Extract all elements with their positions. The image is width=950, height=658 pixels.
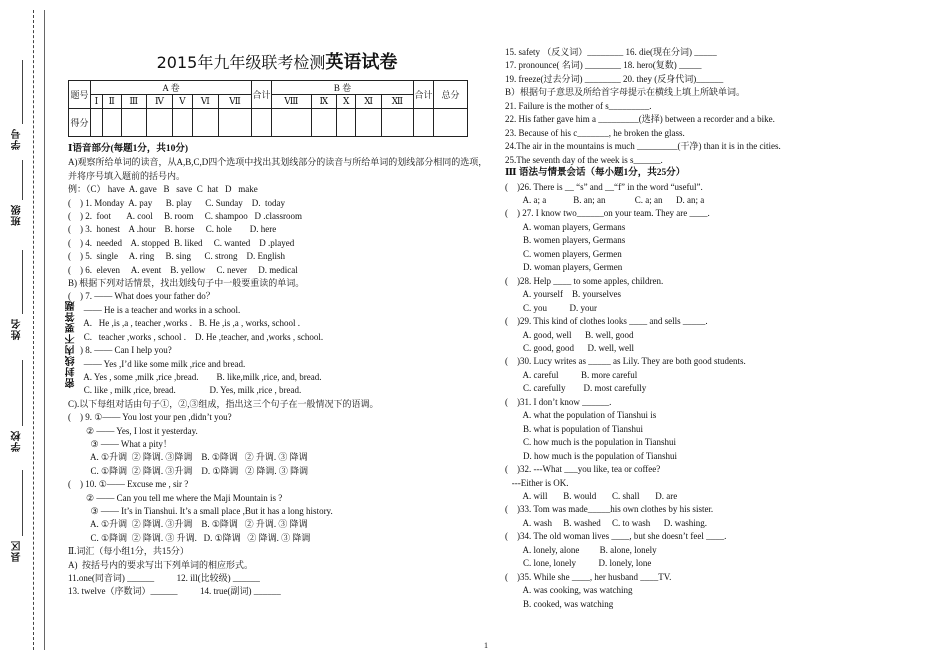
text-line: ( )31. I don’t know ______.	[505, 396, 612, 407]
text-line: C. ①降调 ② 降调. ③升调 D. ①降调 ② 降调. ③ 降调	[68, 465, 309, 476]
text-line: 22. His father gave him a _________(选择) between a recorder and a bike.	[505, 114, 775, 125]
seal-line-solid	[44, 10, 45, 650]
text-line: A. will B. would C. shall D. are	[505, 490, 678, 501]
part-a-header: A 卷	[91, 81, 252, 95]
score-cell[interactable]	[121, 109, 146, 137]
text-line: 例：（C） have A. gave B save C hat D make	[68, 184, 258, 195]
text-line: ( )32. ---What ___you like, tea or coffee?	[505, 464, 661, 475]
text-line: ③ —— It’s in Tianshui. It’s a small place ,But it has a long history.	[68, 505, 333, 516]
text-line: C. carefully D. most carefully	[505, 383, 647, 394]
text-line: ② —— Can you tell me where the Maji Mountain is ?	[68, 492, 283, 503]
exam-title	[68, 48, 486, 74]
text-line: C. lone, lonely D. lonely, lone	[505, 558, 652, 569]
left-question-list	[68, 143, 486, 599]
student-id-blank[interactable]	[22, 60, 23, 124]
score-cell[interactable]	[192, 109, 218, 137]
text-line: ( )26. There is __ “s” and __“f” in the word “useful”.	[505, 181, 703, 192]
text-line: C. how much is the population in Tianshui	[505, 437, 677, 448]
school-blank[interactable]	[22, 360, 23, 426]
text-line: A. was cooking, was watching	[505, 585, 633, 596]
text-line: ② —— Yes, I lost it yesterday.	[68, 425, 198, 436]
text-line: C. teacher ,works , school . D. He ,teacher, and ,works , school.	[68, 331, 324, 342]
text-line: A. yourself B. yourselves	[505, 289, 621, 300]
name-blank[interactable]	[22, 250, 23, 314]
score-cell[interactable]	[311, 109, 336, 137]
text-line: 17. pronounce( 名词) ________ 18. hero(复数) _____	[505, 60, 702, 71]
row-header-label: 题号	[69, 81, 91, 109]
right-column	[505, 46, 935, 611]
text-line: ---Either is OK.	[505, 477, 569, 488]
text-line: A. He ,is ,a , teacher ,works . B. He ,is ,a , works, school .	[68, 318, 300, 329]
text-line: Ⅱ.词汇（每小组1分，共15分）	[68, 546, 189, 557]
text-line: ( )33. Tom was made_____his own clothes by his sister.	[505, 504, 714, 515]
score-cell[interactable]	[102, 109, 121, 137]
text-line: ( ) 27. I know two______on your team. They are ____.	[505, 208, 710, 219]
title-main: 2015年九年级联考检测	[156, 53, 326, 72]
text-line: ( ) 9. ①—— You lost your pen ,didn’t you?	[68, 412, 232, 423]
text-line: C. women players, Germen	[505, 248, 622, 259]
text-line: D. woman players, Germen	[505, 262, 623, 273]
col-a-3: Ⅲ	[121, 95, 146, 109]
seal-line-dashed	[33, 10, 34, 650]
text-line: A. ①升调 ② 降调. ③升调 B. ①降调 ② 升调. ③ 降调	[68, 519, 308, 530]
score-cell[interactable]	[356, 109, 381, 137]
score-cell[interactable]	[218, 109, 251, 137]
text-line: C. you D. your	[505, 302, 597, 313]
col-a-7: Ⅶ	[218, 95, 251, 109]
text-line: A. ①升调 ② 降调. ③降调 B. ①降调 ② 升调. ③ 降调	[68, 452, 308, 463]
score-cell[interactable]	[381, 109, 413, 137]
text-line: A. Yes , some ,milk ,rice ,bread. B. like,milk ,rice, and, bread.	[68, 371, 322, 382]
col-a-6: Ⅵ	[192, 95, 218, 109]
score-cell[interactable]	[173, 109, 193, 137]
text-line: C. ①降调 ② 降调. ③ 升调. D. ①降调 ② 降调. ③ 降调	[68, 532, 311, 543]
score-cell[interactable]	[251, 109, 271, 137]
col-b-10: Ⅹ	[337, 95, 356, 109]
title-bold: 英语试卷	[325, 52, 398, 73]
part-b-header: B 卷	[271, 81, 413, 95]
col-a-5: Ⅴ	[173, 95, 193, 109]
label-class: 班级	[12, 204, 23, 226]
text-line: ( ) 2. foot A. cool B. room C. shampoo D .classroom	[68, 211, 302, 222]
col-a-4: Ⅳ	[146, 95, 172, 109]
text-line: A. careful B. more careful	[505, 369, 638, 380]
text-line: 23. Because of his c_______, he broken the glass.	[505, 127, 685, 138]
text-line: ( ) 1. Monday A. pay B. play C. Sunday D. today	[68, 197, 285, 208]
text-line: A. what the population of Tianshui is	[505, 410, 657, 421]
text-line: C. good, good D. well, well	[505, 342, 634, 353]
text-line: ③ —— What a pity！	[68, 438, 172, 449]
text-line: A. woman players, Germans	[505, 221, 626, 232]
text-line: C. like , milk ,rice, bread. D. Yes, milk ,rice , bread.	[68, 385, 302, 396]
text-line: —— He is a teacher and works in a school.	[68, 304, 241, 315]
text-line: A) 按括号内的要求写出下列单词的相应形式。	[68, 559, 253, 570]
text-line: ( )28. Help ____ to some apples, children.	[505, 275, 664, 286]
text-line: B）根据句子意思及所给首字母提示在横线上填上所缺单词。	[505, 87, 746, 98]
text-line: 24.The air in the mountains is much _________(干净) than it is in the cities.	[505, 141, 781, 152]
col-b-8: Ⅷ	[271, 95, 311, 109]
text-line: ( ) 8. —— Can I help you?	[68, 345, 172, 356]
row-score-label: 得分	[69, 109, 91, 137]
score-cell[interactable]	[146, 109, 172, 137]
label-name: 姓名	[12, 318, 23, 340]
text-line: 11.one(同音词) ______ 12. ill(比较级) ______	[68, 573, 260, 583]
score-table	[68, 80, 468, 137]
text-line: B. what is population of Tianshui	[505, 423, 644, 434]
text-line: —— Yes ,I’d like some milk ,rice and bread.	[68, 358, 246, 369]
page-number: 1	[484, 641, 488, 650]
right-question-list	[505, 46, 935, 611]
text-line: ( ) 6. eleven A. event B. yellow C. never D. medical	[68, 264, 298, 275]
text-line: B) 根据下列对话情景，找出划线句子中一般要重读的单词。	[68, 278, 305, 289]
text-line: ( ) 3. honest A .hour B. horse C. hole D. here	[68, 224, 277, 235]
county-blank[interactable]	[22, 470, 23, 536]
text-line: A. wash B. washed C. to wash D. washing.	[505, 517, 707, 528]
score-cell[interactable]	[91, 109, 103, 137]
text-line: ( ) 4. needed A. stopped B. liked C. wanted D .played	[68, 237, 295, 248]
col-b-12: Ⅻ	[381, 95, 413, 109]
col-a-2: Ⅱ	[102, 95, 121, 109]
text-line: ( )30. Lucy writes as _____ as Lily. They are both good students.	[505, 356, 746, 367]
subtotal-b-header: 合计	[414, 81, 434, 109]
text-line: ( ) 5. single A. ring B. sing C. strong D. English	[68, 251, 286, 262]
text-line: A. lonely, alone B. alone, lonely	[505, 544, 657, 555]
label-county: 县区	[12, 540, 23, 562]
text-line: 25.The seventh day of the week is s______.	[505, 154, 663, 165]
text-line: ( )35. While she ____, her husband ____TV.	[505, 571, 672, 582]
text-line: A)观察所给单词的读音，从A,B,C,D四个选项中找出其划线部分的读音与所给单词的划线部分相同的选项，	[68, 157, 488, 168]
text-line: C).以下每组对话由句子①，②,③组成，指出这三个句子在一般情况下的语调。	[68, 398, 379, 409]
text-line: 15. safety （反义词）________ 16. die(现在分词) _____	[505, 47, 717, 57]
col-b-11: Ⅺ	[356, 95, 381, 109]
score-cell[interactable]	[337, 109, 356, 137]
left-column	[68, 46, 486, 599]
text-line: 19. freeze(过去分词) ________ 20. they (反身代词)______	[505, 73, 724, 84]
text-line: A. a; a B. an; an C. a; an D. an; a	[505, 194, 705, 205]
col-b-9: Ⅸ	[311, 95, 336, 109]
text-line: B. cooked, was watching	[505, 598, 614, 609]
score-cell[interactable]	[434, 109, 468, 137]
score-cell[interactable]	[271, 109, 311, 137]
text-line: 并将序号填入题前的括号内。	[68, 170, 186, 181]
total-header: 总分	[434, 81, 468, 109]
text-line: D. how much is the population of Tianshui	[505, 450, 678, 461]
seal-notice: 密封线内不要答题	[66, 300, 77, 388]
text-line: Ⅲ 语法与情景会话（每小题1分，共25分）	[505, 168, 686, 179]
binding-margin	[0, 0, 60, 658]
text-line: 13. twelve（序数词）______ 14. true(副词) ______	[68, 586, 281, 597]
text-line: A. good, well B. well, good	[505, 329, 634, 340]
class-blank[interactable]	[22, 160, 23, 200]
text-line: 21. Failure is the mother of s_________.	[505, 100, 652, 111]
text-line: ( )34. The old woman lives ____, but she doesn’t feel ____.	[505, 531, 727, 542]
score-cell[interactable]	[414, 109, 434, 137]
text-line: B. women players, Germans	[505, 235, 626, 246]
label-student-id: 学号	[12, 128, 23, 150]
col-a-1: Ⅰ	[91, 95, 103, 109]
text-line: Ⅰ语音部分(每题1分，共10分)	[68, 144, 189, 154]
subtotal-a-header: 合计	[251, 81, 271, 109]
label-school: 学校	[12, 430, 23, 452]
text-line: ( ) 7. —— What does your father do？	[68, 291, 215, 302]
text-line: ( )29. This kind of clothes looks ____ and sells _____.	[505, 316, 708, 327]
text-line: ( ) 10. ①—— Excuse me , sir ?	[68, 479, 189, 490]
